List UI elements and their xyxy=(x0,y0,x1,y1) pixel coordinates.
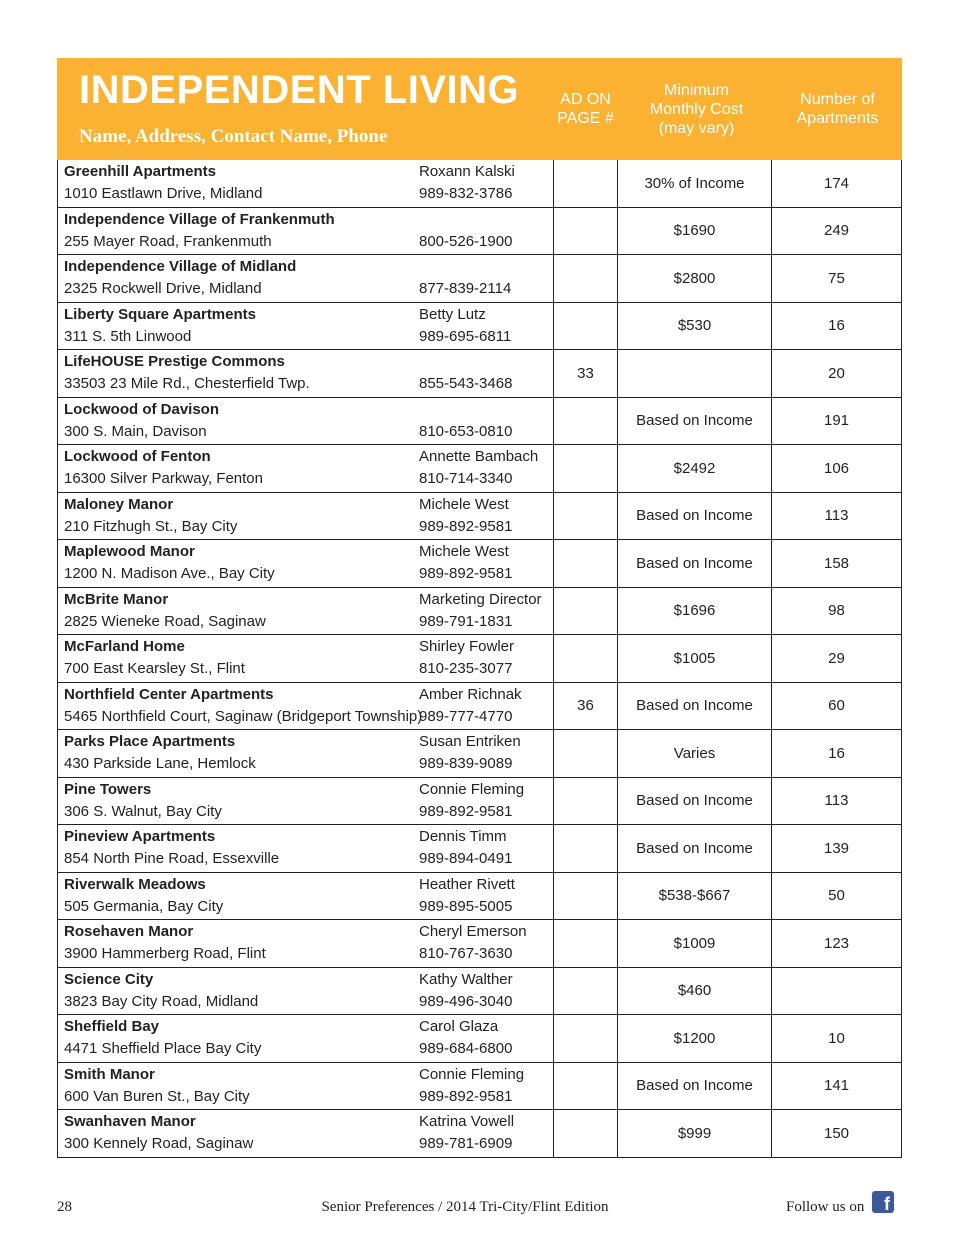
table-row xyxy=(58,588,901,636)
ad-page-cell xyxy=(554,1063,618,1110)
facility-name: McBrite Manor xyxy=(64,590,169,608)
monthly-cost-cell: $2800 xyxy=(618,255,772,302)
facility-name: Independence Village of Midland xyxy=(64,258,297,275)
contact-name: Heather Rivett xyxy=(419,875,515,893)
ad-page-cell xyxy=(554,445,618,492)
facility-address: 33503 23 Mile Rd., Chesterfield Twp. xyxy=(64,375,310,392)
phone-number: 877-839-2114 xyxy=(419,280,512,297)
facility-address: 16300 Silver Parkway, Fenton xyxy=(64,470,263,487)
monthly-cost-cell: Based on Income xyxy=(618,683,772,730)
apartments-count-cell: 75 xyxy=(828,269,845,287)
phone-number: 989-894-0491 xyxy=(419,850,513,867)
ad-page-cell xyxy=(554,588,618,635)
facility-address: 505 Germania, Bay City xyxy=(64,897,224,915)
column-header-apartments: Number of Apartments xyxy=(796,91,879,127)
name-cell xyxy=(58,493,554,540)
monthly-cost-cell: Based on Income xyxy=(618,398,772,445)
ad-page-cell xyxy=(554,730,618,777)
phone-number: 810-714-3340 xyxy=(419,470,513,487)
table-row xyxy=(58,1110,901,1158)
facility-name: Lockwood of Fenton xyxy=(64,448,211,465)
name-cell xyxy=(58,303,554,350)
name-cell xyxy=(58,635,554,682)
table-row xyxy=(58,350,901,398)
ad-page-cell xyxy=(554,540,618,587)
apartments-count-cell: 174 xyxy=(823,174,850,192)
facility-name: Science City xyxy=(64,970,154,988)
name-cell xyxy=(58,920,554,967)
contact-name: Katrina Vowell xyxy=(419,1113,515,1130)
facility-name: Pine Towers xyxy=(64,780,152,798)
table-row xyxy=(58,825,901,873)
apartments-count-cell: 10 xyxy=(828,1029,845,1047)
contact-name: Connie Fleming xyxy=(419,780,525,798)
facebook-icon[interactable]: f xyxy=(872,1191,894,1213)
apartments-count-cell: 106 xyxy=(823,459,850,477)
table-row xyxy=(58,873,901,921)
table-row xyxy=(58,635,901,683)
facility-name: Rosehaven Manor xyxy=(64,923,194,940)
column-header-monthly-cost: Minimum Monthly Cost (may vary) xyxy=(649,81,744,137)
apartments-count-cell: 29 xyxy=(828,649,845,667)
ad-page-cell xyxy=(554,635,618,682)
facility-address: 300 Kennely Road, Saginaw xyxy=(64,1135,254,1152)
ad-page-cell xyxy=(554,1015,618,1062)
phone-number: 810-767-3630 xyxy=(419,945,513,962)
ad-page-cell xyxy=(554,1110,618,1157)
name-cell xyxy=(58,1110,554,1157)
facility-address: 2825 Wieneke Road, Saginaw xyxy=(64,612,266,630)
name-cell xyxy=(58,208,554,255)
monthly-cost-cell: $1200 xyxy=(618,1015,772,1062)
facility-name: Maplewood Manor xyxy=(64,543,195,560)
facility-address: 4471 Sheffield Place Bay City xyxy=(64,1040,262,1057)
name-cell xyxy=(58,968,554,1015)
table-row xyxy=(58,1015,901,1063)
apartments-count-cell: 158 xyxy=(823,554,850,572)
facility-address: 306 S. Walnut, Bay City xyxy=(64,802,222,820)
facility-name: Riverwalk Meadows xyxy=(64,875,206,893)
facility-address: 2325 Rockwell Drive, Midland xyxy=(64,280,262,297)
monthly-cost-cell: $538-$667 xyxy=(618,873,772,920)
ad-page-cell xyxy=(554,920,618,967)
name-cell xyxy=(58,778,554,825)
monthly-cost-cell: $1690 xyxy=(618,208,772,255)
ad-page-cell xyxy=(554,255,618,302)
facility-address: 3900 Hammerberg Road, Flint xyxy=(64,945,266,962)
monthly-cost-cell xyxy=(618,350,772,397)
monthly-cost-cell: Based on Income xyxy=(618,540,772,587)
apartments-count-cell: 141 xyxy=(823,1077,850,1095)
facility-name: Lockwood of Davison xyxy=(64,400,220,418)
apartments-count-cell xyxy=(772,968,901,1015)
contact-name: Shirley Fowler xyxy=(419,638,515,655)
phone-number: 989-892-9581 xyxy=(419,517,513,535)
apartments-count-cell: 50 xyxy=(828,887,845,905)
page-footer xyxy=(0,1194,960,1221)
table-row xyxy=(58,160,901,208)
contact-name: Susan Entriken xyxy=(419,733,521,750)
table-row xyxy=(58,730,901,778)
name-cell xyxy=(58,445,554,492)
facility-address: 1200 N. Madison Ave., Bay City xyxy=(64,565,275,582)
table-row xyxy=(58,303,901,351)
monthly-cost-cell: Based on Income xyxy=(618,1063,772,1110)
phone-number: 810-235-3077 xyxy=(419,660,513,677)
table-row xyxy=(58,398,901,446)
name-cell xyxy=(58,825,554,872)
monthly-cost-cell: $1696 xyxy=(618,588,772,635)
phone-number: 810-653-0810 xyxy=(419,422,513,440)
table-row xyxy=(58,968,901,1016)
ad-page-cell xyxy=(554,968,618,1015)
monthly-cost-cell: $999 xyxy=(618,1110,772,1157)
monthly-cost-cell: $1005 xyxy=(618,635,772,682)
facility-name: Maloney Manor xyxy=(64,495,174,513)
table-row xyxy=(58,208,901,256)
ad-page-cell xyxy=(554,873,618,920)
table-row xyxy=(58,445,901,493)
ad-page-cell xyxy=(554,825,618,872)
contact-name: Carol Glaza xyxy=(419,1018,499,1035)
facility-name: Swanhaven Manor xyxy=(64,1113,196,1130)
facility-address: 300 S. Main, Davison xyxy=(64,422,207,440)
ad-page-cell xyxy=(554,778,618,825)
name-cell xyxy=(58,540,554,587)
phone-number: 989-791-1831 xyxy=(419,612,513,630)
ad-page-cell xyxy=(554,303,618,350)
facility-name: Liberty Square Apartments xyxy=(64,305,256,323)
apartments-count-cell: 20 xyxy=(828,364,845,382)
monthly-cost-cell: $530 xyxy=(618,303,772,350)
name-cell xyxy=(58,730,554,777)
name-cell xyxy=(58,873,554,920)
monthly-cost-cell: 30% of Income xyxy=(618,160,772,207)
facility-address: 600 Van Buren St., Bay City xyxy=(64,1087,250,1105)
name-cell xyxy=(58,1015,554,1062)
publication-title: Senior Preferences / 2014 Tri-City/Flint Edition xyxy=(321,1199,609,1215)
apartments-count-cell: 113 xyxy=(824,792,849,810)
contact-name: Annette Bambach xyxy=(419,448,539,465)
table-body xyxy=(57,160,902,1158)
contact-name: Marketing Director xyxy=(419,590,542,608)
facility-address: 210 Fitzhugh St., Bay City xyxy=(64,517,238,535)
facility-address: 854 North Pine Road, Essexville xyxy=(64,850,280,867)
name-cell xyxy=(58,160,554,207)
facility-name: Smith Manor xyxy=(64,1065,155,1083)
apartments-count-cell: 98 xyxy=(828,602,845,620)
contact-name: Betty Lutz xyxy=(419,305,486,323)
phone-number: 989-832-3786 xyxy=(419,185,513,202)
apartments-count-cell: 150 xyxy=(823,1124,850,1142)
phone-number: 989-892-9581 xyxy=(419,565,513,582)
facility-name: Independence Village of Frankenmuth xyxy=(64,210,335,228)
table-row xyxy=(58,778,901,826)
ad-page-cell xyxy=(554,493,618,540)
table-header xyxy=(57,58,902,160)
monthly-cost-cell: Based on Income xyxy=(618,778,772,825)
phone-number: 989-892-9581 xyxy=(419,1087,513,1105)
facility-name: Northfield Center Apartments xyxy=(64,685,274,703)
ad-page-cell: 33 xyxy=(554,350,618,397)
monthly-cost-cell: $460 xyxy=(618,968,772,1015)
phone-number: 989-496-3040 xyxy=(419,992,513,1010)
facility-address: 1010 Eastlawn Drive, Midland xyxy=(64,185,263,202)
table-row xyxy=(58,540,901,588)
name-cell xyxy=(58,588,554,635)
apartments-count-cell: 16 xyxy=(828,744,845,762)
ad-page-cell xyxy=(554,208,618,255)
name-cell xyxy=(58,350,554,397)
apartments-count-cell: 16 xyxy=(828,317,845,335)
section-subtitle: Name, Address, Contact Name, Phone xyxy=(79,126,388,147)
contact-name: Kathy Walther xyxy=(419,970,513,988)
apartments-count-cell: 139 xyxy=(823,839,850,857)
apartments-count-cell: 123 xyxy=(823,934,850,952)
contact-name: Michele West xyxy=(419,543,509,560)
name-cell xyxy=(58,1063,554,1110)
follow-us-text: Follow us on xyxy=(786,1199,865,1215)
table-row xyxy=(58,920,901,968)
contact-name: Dennis Timm xyxy=(419,828,507,845)
monthly-cost-cell: $2492 xyxy=(618,445,772,492)
ad-page-cell xyxy=(554,160,618,207)
monthly-cost-cell: Varies xyxy=(618,730,772,777)
facility-address: 700 East Kearsley St., Flint xyxy=(64,660,245,677)
apartments-count-cell: 249 xyxy=(823,222,850,240)
contact-name: Roxann Kalski xyxy=(419,163,515,180)
ad-page-cell: 36 xyxy=(554,683,618,730)
contact-name: Amber Richnak xyxy=(419,685,522,703)
facility-name: McFarland Home xyxy=(64,638,185,655)
monthly-cost-cell: Based on Income xyxy=(618,493,772,540)
ad-page-cell xyxy=(554,398,618,445)
apartments-count-cell: 113 xyxy=(824,507,849,525)
monthly-cost-cell: $1009 xyxy=(618,920,772,967)
phone-number: 989-781-6909 xyxy=(419,1135,513,1152)
monthly-cost-cell: Based on Income xyxy=(618,825,772,872)
phone-number: 855-543-3468 xyxy=(419,375,513,392)
facility-address: 3823 Bay City Road, Midland xyxy=(64,992,259,1010)
apartments-count-cell: 191 xyxy=(823,412,850,430)
contact-name: Connie Fleming xyxy=(419,1065,525,1083)
facility-name: Sheffield Bay xyxy=(64,1018,160,1035)
phone-number: 989-777-4770 xyxy=(419,707,513,725)
facility-address: 311 S. 5th Linwood xyxy=(64,327,192,345)
contact-name: Cheryl Emerson xyxy=(419,923,527,940)
name-cell xyxy=(58,398,554,445)
table-row xyxy=(58,493,901,541)
facility-address: 5465 Northfield Court, Saginaw (Bridgeport Township) xyxy=(64,707,423,725)
phone-number: 989-684-6800 xyxy=(419,1040,513,1057)
section-title: INDEPENDENT LIVING xyxy=(79,68,520,112)
table-row xyxy=(58,1063,901,1111)
facility-name: LifeHOUSE Prestige Commons xyxy=(64,353,285,370)
facility-name: Pineview Apartments xyxy=(64,828,216,845)
column-header-ad-page: AD ON PAGE # xyxy=(557,91,614,127)
facility-address: 430 Parkside Lane, Hemlock xyxy=(64,755,256,772)
table-row xyxy=(58,683,901,731)
facility-address: 255 Mayer Road, Frankenmuth xyxy=(64,232,272,250)
contact-name: Michele West xyxy=(419,495,509,513)
table-row xyxy=(58,255,901,303)
apartments-count-cell: 60 xyxy=(828,697,845,715)
facility-name: Greenhill Apartments xyxy=(64,163,216,180)
phone-number: 989-839-9089 xyxy=(419,755,513,772)
phone-number: 989-892-9581 xyxy=(419,802,513,820)
phone-number: 989-895-5005 xyxy=(419,897,513,915)
independent-living-table xyxy=(57,58,902,1158)
facility-name: Parks Place Apartments xyxy=(64,733,236,750)
phone-number: 800-526-1900 xyxy=(419,232,513,250)
phone-number: 989-695-6811 xyxy=(419,327,512,345)
name-cell xyxy=(58,683,554,730)
page-number: 28 xyxy=(57,1199,72,1215)
name-cell xyxy=(58,255,554,302)
